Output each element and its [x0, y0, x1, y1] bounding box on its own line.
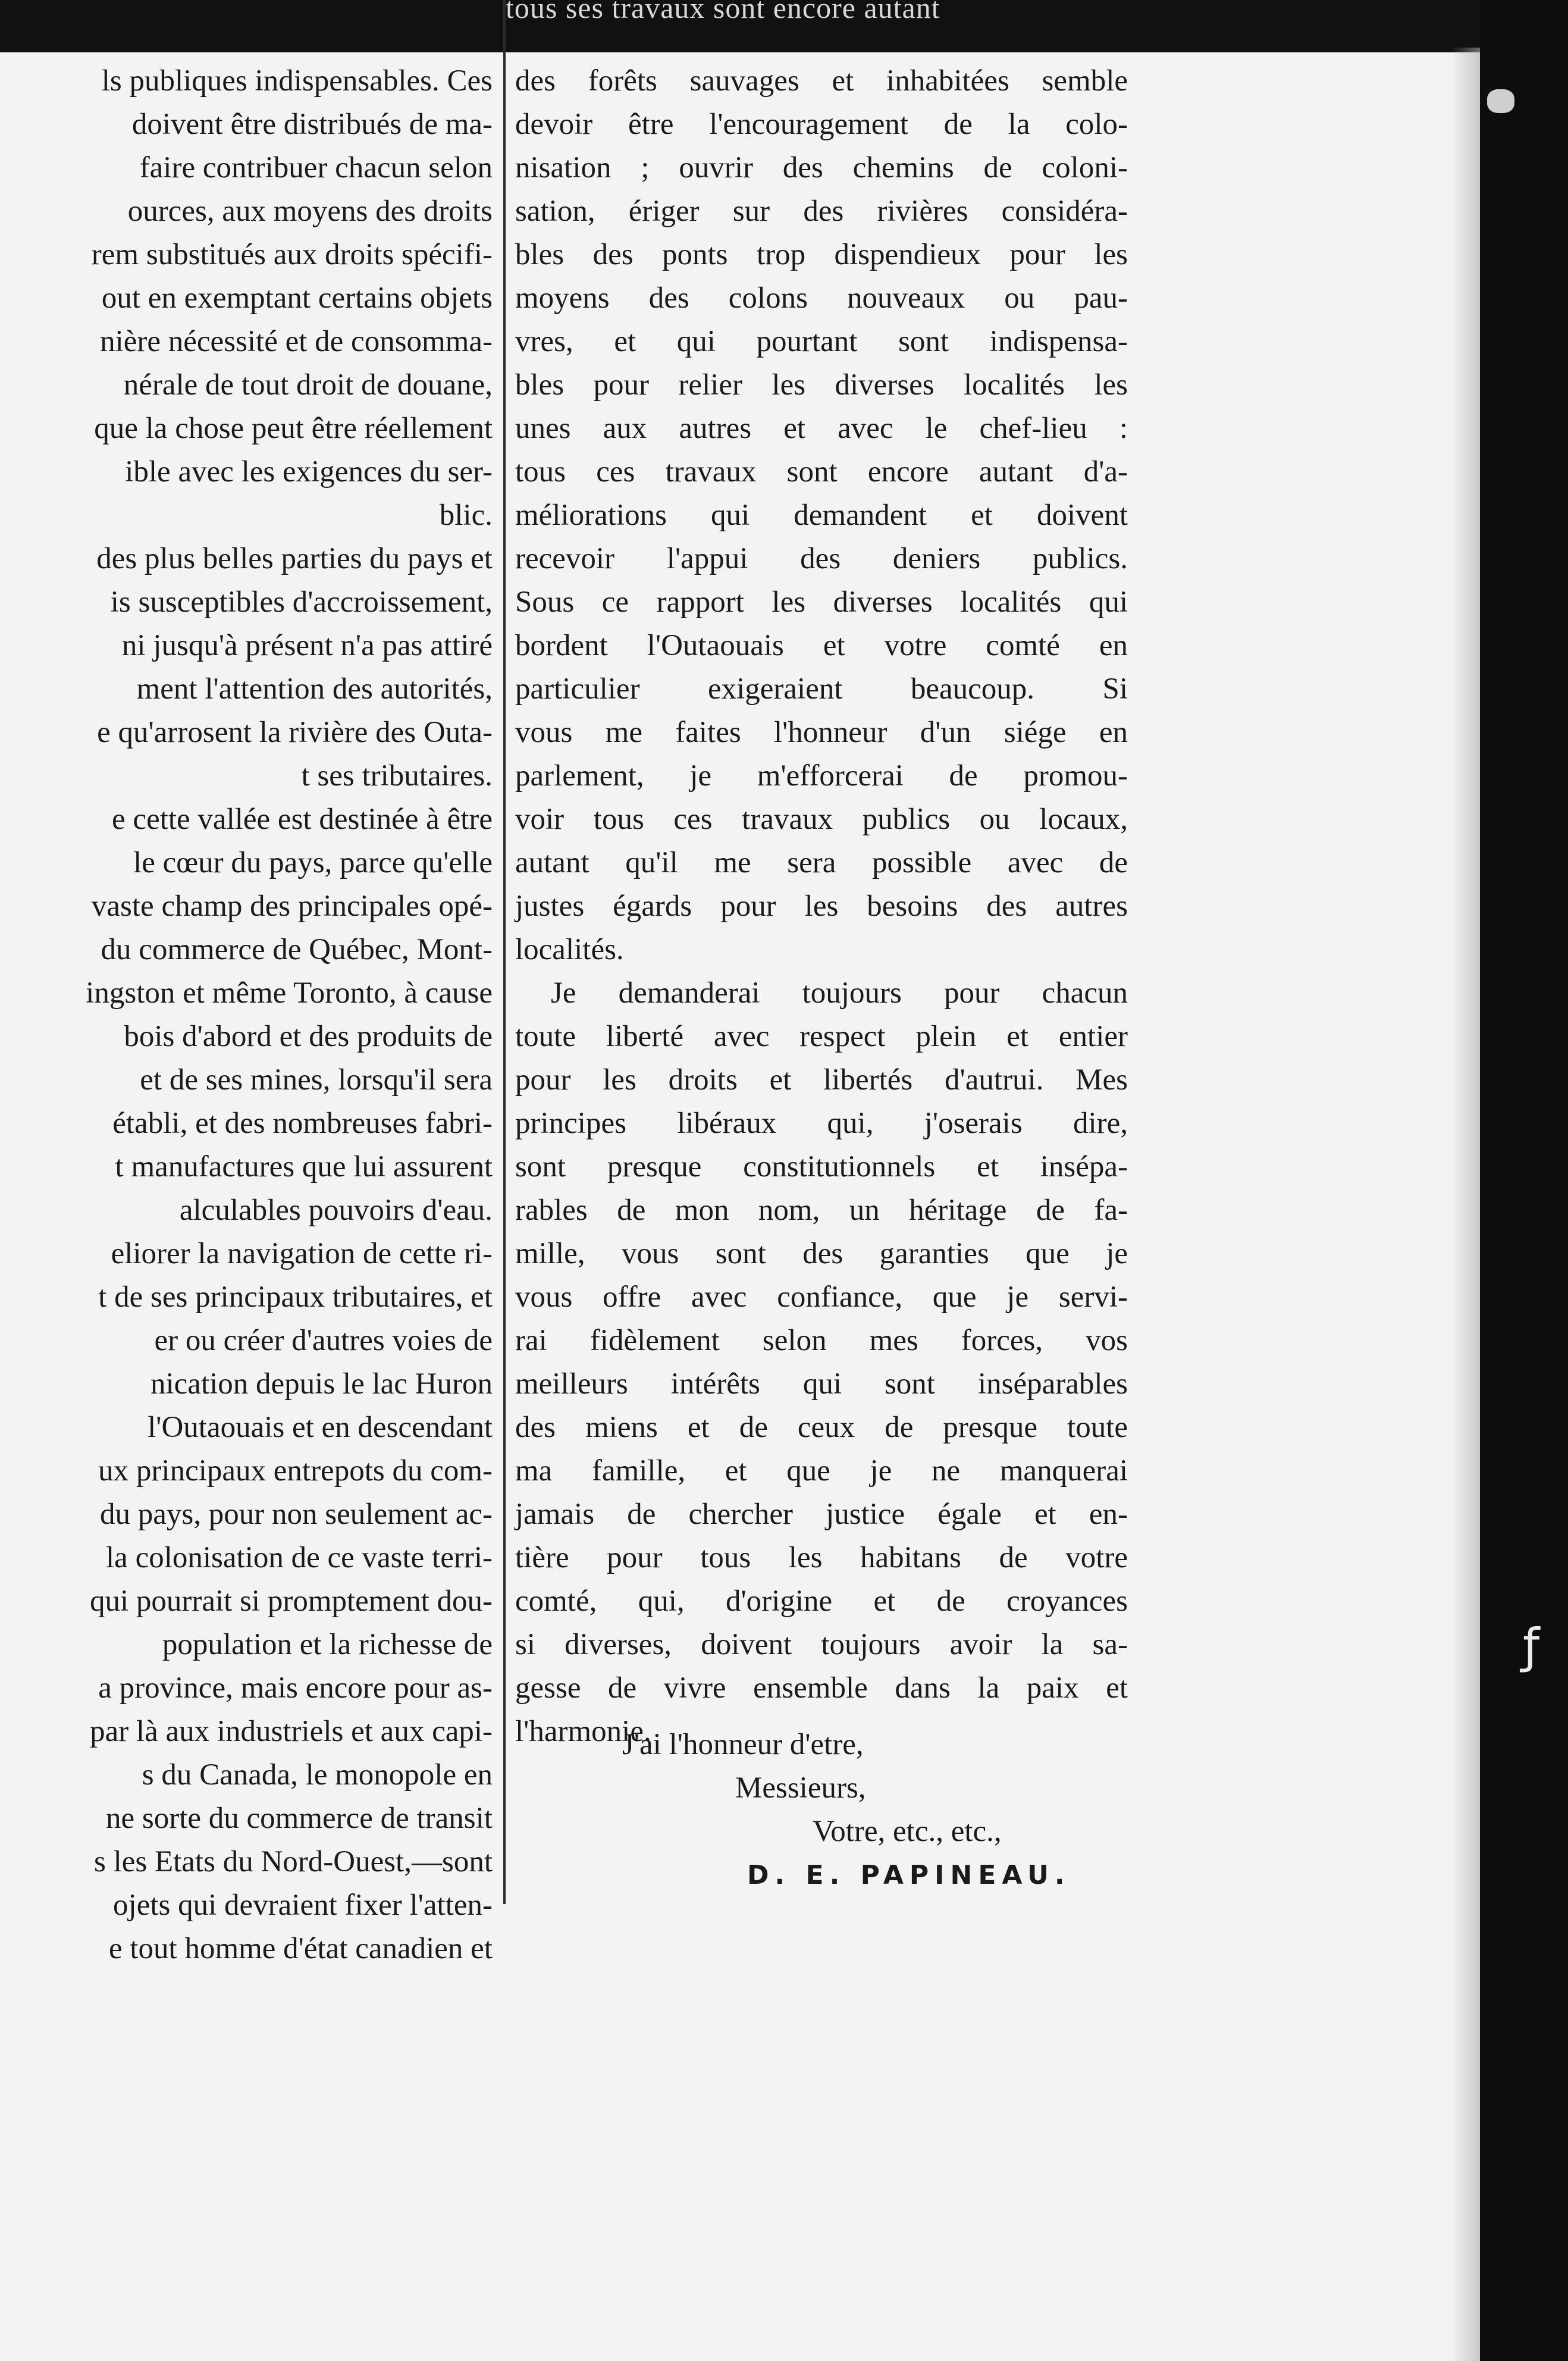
- right-column-line: des miens et de ceux de presque toute: [515, 1411, 1128, 1444]
- left-column-line: ojets qui devraient fixer l'atten-: [113, 1889, 493, 1922]
- right-column-line: bles pour relier les diverses localités les: [515, 368, 1128, 402]
- right-column-line: recevoir l'appui des deniers publics.: [515, 542, 1128, 575]
- left-column-line: t ses tributaires.: [301, 759, 493, 793]
- left-column-line: nication depuis le lac Huron: [150, 1367, 493, 1401]
- page-edge-shadow: [1451, 48, 1480, 2361]
- left-column-line: out en exemptant certains objets: [101, 281, 493, 315]
- left-column-line: des plus belles parties du pays et: [96, 542, 493, 575]
- right-column-line: Sous ce rapport les diverses localités qui: [515, 585, 1128, 619]
- right-column-line: comté, qui, d'origine et de croyances: [515, 1585, 1128, 1618]
- right-column-line: vous offre avec confiance, que je servi-: [515, 1280, 1128, 1314]
- left-column-line: du pays, pour non seulement ac-: [100, 1498, 493, 1531]
- left-column-line: et de ses mines, lorsqu'il sera: [140, 1063, 493, 1097]
- right-column-line: autant qu'il me sera possible avec de: [515, 846, 1128, 879]
- left-column-line: ingston et même Toronto, à cause: [86, 976, 493, 1010]
- right-column: [515, 60, 1128, 1753]
- left-column-line: e cette vallée est destinée à être: [112, 803, 493, 836]
- right-column-line: rables de mon nom, un héritage de fa-: [515, 1194, 1128, 1227]
- left-column-line: t manufactures que lui assurent: [115, 1150, 493, 1183]
- right-column-line: ma famille, et que je ne manquerai: [515, 1454, 1128, 1488]
- column-rule: [503, 0, 506, 1904]
- right-column-line: tous ces travaux sont encore autant d'a-: [515, 455, 1128, 489]
- left-column-line: nérale de tout droit de douane,: [123, 368, 493, 402]
- left-column-line: du commerce de Québec, Mont-: [101, 933, 493, 966]
- left-column-line: ls publiques indispensables. Ces: [101, 64, 493, 98]
- left-column-line: s du Canada, le monopole en: [142, 1758, 493, 1792]
- closing-salutation: J'ai l'honneur d'etre,: [622, 1728, 864, 1761]
- right-column-line: bles des ponts trop dispendieux pour les: [515, 238, 1128, 271]
- left-column-line: que la chose peut être réellement: [94, 412, 493, 445]
- right-column-line: vous me faites l'honneur d'un siége en: [515, 716, 1128, 749]
- right-column-line: parlement, je m'efforcerai de promou-: [515, 759, 1128, 793]
- left-column-line: ment l'attention des autorités,: [136, 672, 493, 706]
- scan-speck: [1487, 89, 1514, 113]
- left-column-line: doivent être distribués de ma-: [131, 108, 493, 141]
- left-column-line: qui pourrait si promptement dou-: [89, 1585, 493, 1618]
- right-column-line: jamais de chercher justice égale et en-: [515, 1498, 1128, 1531]
- right-column-line: vres, et qui pourtant sont indispensa-: [515, 325, 1128, 358]
- right-column-line: méliorations qui demandent et doivent: [515, 499, 1128, 532]
- left-column-line: blic.: [439, 499, 493, 532]
- left-column-line: e tout homme d'état canadien et: [108, 1932, 493, 1965]
- left-column-line: ne sorte du commerce de transit: [105, 1802, 493, 1835]
- right-column-line: unes aux autres et avec le chef-lieu :: [515, 412, 1128, 445]
- left-column-line: la colonisation de ce vaste terri-: [106, 1541, 493, 1574]
- right-column-line: l'harmonie.: [515, 1715, 651, 1748]
- right-column-line: sont presque constitutionnels et insépa-: [515, 1150, 1128, 1183]
- top-scan-border: [0, 0, 1568, 52]
- left-column-line: alculables pouvoirs d'eau.: [179, 1194, 493, 1227]
- left-column-line: rem substitués aux droits spécifi-: [91, 238, 493, 271]
- left-column-line: eliorer la navigation de cette ri-: [111, 1237, 493, 1270]
- right-column-line: moyens des colons nouveaux ou pau-: [515, 281, 1128, 315]
- closing-block: [515, 1723, 1128, 1897]
- right-column-line: meilleurs intérêts qui sont inséparables: [515, 1367, 1128, 1401]
- right-column-line: tière pour tous les habitans de votre: [515, 1541, 1128, 1574]
- right-scan-border: [1480, 0, 1568, 2361]
- right-column-line: gesse de vivre ensemble dans la paix et: [515, 1671, 1128, 1705]
- top-cut-text: tous ses travaux sont encore autant: [506, 0, 940, 24]
- left-column-line: is susceptibles d'accroissement,: [110, 585, 493, 619]
- right-column-line: toute liberté avec respect plein et entier: [515, 1020, 1128, 1053]
- left-column-line: vaste champ des principales opé-: [91, 890, 493, 923]
- right-column-line: Je demanderai toujours pour chacun: [551, 976, 1128, 1010]
- right-column-line: justes égards pour les besoins des autres: [515, 890, 1128, 923]
- left-column-line: e qu'arrosent la rivière des Outa-: [97, 716, 493, 749]
- right-column-line: sation, ériger sur des rivières considéra-: [515, 195, 1128, 228]
- left-column-line: l'Outaouais et en descendant: [148, 1411, 493, 1444]
- right-column-line: mille, vous sont des garanties que je: [515, 1237, 1128, 1270]
- right-column-line: rai fidèlement selon mes forces, vos: [515, 1324, 1128, 1357]
- right-column-line: principes libéraux qui, j'oserais dire,: [515, 1107, 1128, 1140]
- left-column-line: nière nécessité et de consomma-: [100, 325, 493, 358]
- left-column-line: er ou créer d'autres voies de: [154, 1324, 493, 1357]
- right-column-line: pour les droits et libertés d'autrui. Mes: [515, 1063, 1128, 1097]
- left-column-line: t de ses principaux tributaires, et: [98, 1280, 493, 1314]
- left-column-line: a province, mais encore pour as-: [98, 1671, 493, 1705]
- left-column-line: faire contribuer chacun selon: [139, 151, 493, 184]
- right-column-line: des forêts sauvages et inhabitées semble: [515, 64, 1128, 98]
- left-column-line: ni jusqu'à présent n'a pas attiré: [121, 629, 493, 662]
- right-column-line: bordent l'Outaouais et votre comté en: [515, 629, 1128, 662]
- left-column: [0, 60, 500, 1971]
- left-column-line: ible avec les exigences du ser-: [125, 455, 493, 489]
- right-column-line: devoir être l'encouragement de la colo-: [515, 108, 1128, 141]
- left-column-line: par là aux industriels et aux capi-: [90, 1715, 493, 1748]
- margin-mark: ƒ: [1523, 1618, 1540, 1674]
- signature: D. E. PAPINEAU.: [747, 1860, 1071, 1890]
- left-column-line: population et la richesse de: [162, 1628, 493, 1661]
- right-column-line: particulier exigeraient beaucoup. Si: [515, 672, 1128, 706]
- left-column-line: ux principaux entrepots du com-: [98, 1454, 493, 1488]
- right-column-line: nisation ; ouvrir des chemins de coloni-: [515, 151, 1128, 184]
- closing-formula: Votre, etc., etc.,: [813, 1815, 1002, 1848]
- closing-addressee: Messieurs,: [735, 1771, 866, 1805]
- left-column-line: le cœur du pays, parce qu'elle: [133, 846, 493, 879]
- right-column-line: localités.: [515, 933, 624, 966]
- left-column-line: bois d'abord et des produits de: [124, 1020, 493, 1053]
- left-column-line: ources, aux moyens des droits: [127, 195, 493, 228]
- left-column-line: s les Etats du Nord-Ouest,—sont: [93, 1845, 493, 1878]
- left-column-line: établi, et des nombreuses fabri-: [112, 1107, 493, 1140]
- right-column-line: voir tous ces travaux publics ou locaux,: [515, 803, 1128, 836]
- right-column-line: si diverses, doivent toujours avoir la sa-: [515, 1628, 1128, 1661]
